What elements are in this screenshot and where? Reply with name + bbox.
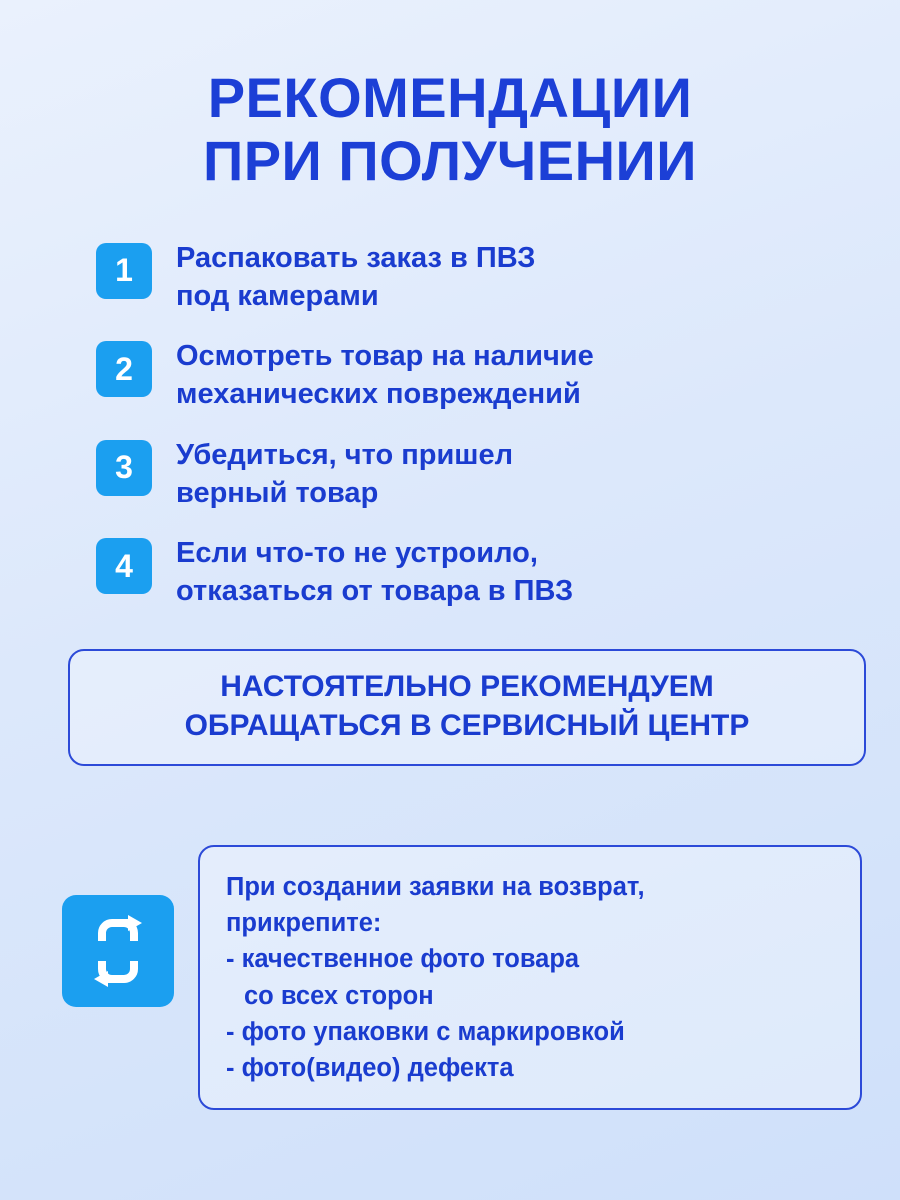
return-note-line-3: - качественное фото товара bbox=[226, 945, 580, 974]
service-center-callout bbox=[68, 649, 866, 766]
page-title-line-2: ПРИ ПОЛУЧЕНИИ bbox=[202, 129, 698, 193]
step-text-line-1: Если что-то не устроило, bbox=[176, 537, 538, 570]
page-title-line-1: РЕКОМЕНДАЦИИ bbox=[207, 66, 693, 129]
step-number-badge: 1 bbox=[96, 243, 152, 299]
service-center-callout-line-1: НАСТОЯТЕЛЬНО РЕКОМЕНДУЕМ bbox=[220, 669, 714, 703]
step-text-line-1: Распаковать заказ в ПВЗ bbox=[176, 241, 536, 274]
return-note-line-1: При создании заявки на возврат, bbox=[226, 873, 645, 901]
step-text-line-1: Убедиться, что пришел bbox=[176, 438, 513, 471]
step-text-line-2: отказаться от товара в ПВЗ bbox=[176, 575, 574, 608]
step-number-badge: 4 bbox=[96, 538, 152, 594]
step-number-badge: 2 bbox=[96, 341, 152, 397]
return-note-box bbox=[198, 845, 862, 1110]
step-number-badge: 3 bbox=[96, 440, 152, 496]
step-text bbox=[176, 239, 535, 316]
return-note-line-6: - фото(видео) дефекта bbox=[226, 1054, 514, 1083]
list-item bbox=[96, 534, 860, 611]
return-note-line-4: со всех сторон bbox=[244, 981, 434, 1010]
step-text bbox=[176, 534, 573, 611]
step-text bbox=[176, 436, 513, 513]
return-exchange-icon bbox=[62, 895, 174, 1007]
step-text-line-2: верный товар bbox=[176, 476, 379, 509]
step-text bbox=[176, 337, 594, 414]
list-item bbox=[96, 436, 860, 513]
page-title bbox=[0, 0, 900, 193]
step-text-line-2: механических повреждений bbox=[176, 378, 581, 411]
service-center-callout-line-2: ОБРАЩАТЬСЯ В СЕРВИСНЫЙ ЦЕНТР bbox=[184, 709, 750, 743]
list-item bbox=[96, 239, 860, 316]
list-item bbox=[96, 337, 860, 414]
steps-list bbox=[0, 239, 900, 611]
step-text-line-2: под камерами bbox=[176, 279, 379, 312]
step-text-line-1: Осмотреть товар на наличие bbox=[176, 340, 594, 373]
return-note-line-5: - фото упаковки с маркировкой bbox=[226, 1017, 625, 1046]
return-instructions-block bbox=[62, 845, 862, 1110]
return-note-line-2: прикрепите: bbox=[226, 909, 382, 938]
